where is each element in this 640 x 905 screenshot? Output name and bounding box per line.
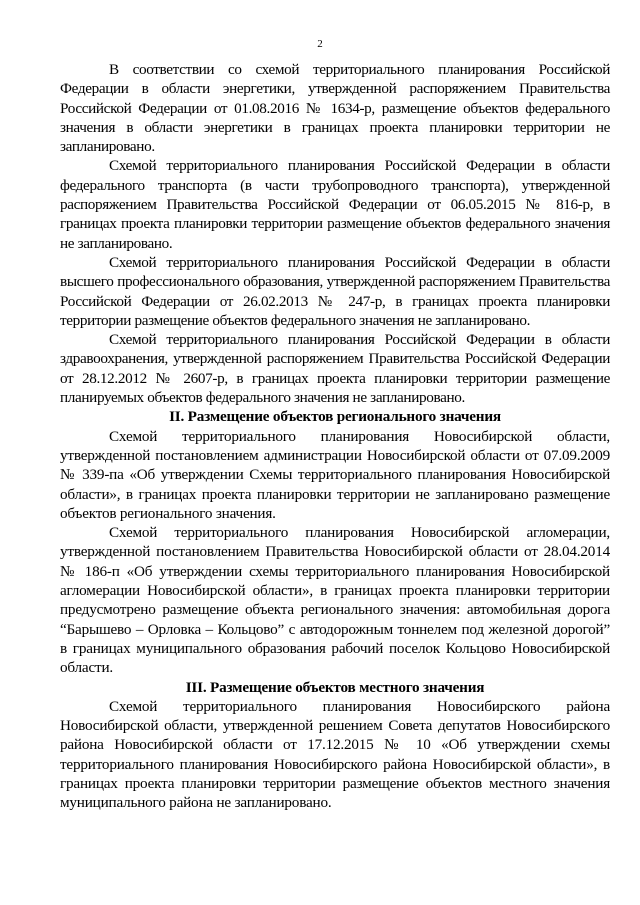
section-heading-local: III. Размещение объектов местного значения	[185, 678, 485, 696]
section-heading-regional: II. Размещение объектов регионального значения	[169, 408, 501, 426]
document-body	[60, 60, 610, 813]
paragraph-transport: Схемой территориального планирования Российской Федерации в области федерального транспорта (в части трубопроводного транспорта), утвержденной распоряжением Правительства Российской Федерации от 06.05.2015 № 816-р, в границах проекта планировки территории размещение объектов федерального значения не запланировано.	[60, 157, 610, 252]
paragraph-local-scheme: Схемой территориального планирования Новосибирского района Новосибирской области, утвержденной решением Совета депутатов Новосибирского района Новосибирской области от 17.12.2015 № 10 «Об утверждении схемы территориального планирования Новосибирского района Новосибирской области», в границах проекта планировки территории размещение объектов местного значения муниципального района не запланировано.	[60, 697, 610, 812]
paragraph-energy: В соответствии со схемой территориального планирования Российской Федерации в области энергетики, утвержденной распоряжением Правительства Российской Федерации от 01.08.2016 № 1634-р, размещение объектов федерального значения в области энергетики в границах проекта планировки территории не запланировано.	[60, 61, 610, 156]
page-number: 2	[317, 38, 323, 50]
paragraph-agglomeration-scheme: Схемой территориального планирования Новосибирской агломерации, утвержденной постановлением Правительства Новосибирской области от 28.04.2014 № 186-п «Об утверждении схемы территориального планирования Новосибирской агломерации Новосибирской области», в границах проекта планировки территории предусмотрено размещение объекта регионального значения: автомобильная дорога “Барышево – Орловка – Кольцово” с автодорожным тоннелем под железной дорогой” в границах муниципального образования рабочий поселок Кольцово Новосибирской области.	[60, 524, 610, 677]
paragraph-education: Схемой территориального планирования Российской Федерации в области высшего профессионального образования, утвержденной распоряжением Правительства Российской Федерации от 26.02.2013 № 247-р, в границах проекта планировки территории размещение объектов федерального значения не запланировано.	[60, 253, 610, 329]
paragraph-regional-scheme: Схемой территориального планирования Новосибирской области, утвержденной постановлением администрации Новосибирской области от 07.09.2009 № 339-па «Об утверждении Схемы территориального планирования Новосибирской области», в границах проекта планировки территории не запланировано размещение объектов регионального значения.	[60, 427, 610, 522]
paragraph-healthcare: Схемой территориального планирования Российской Федерации в области здравоохранения, утвержденной распоряжением Правительства Российской Федерации от 28.12.2012 № 2607-р, в границах проекта планировки территории размещение планируемых объектов федерального значения не запланировано.	[60, 331, 610, 407]
